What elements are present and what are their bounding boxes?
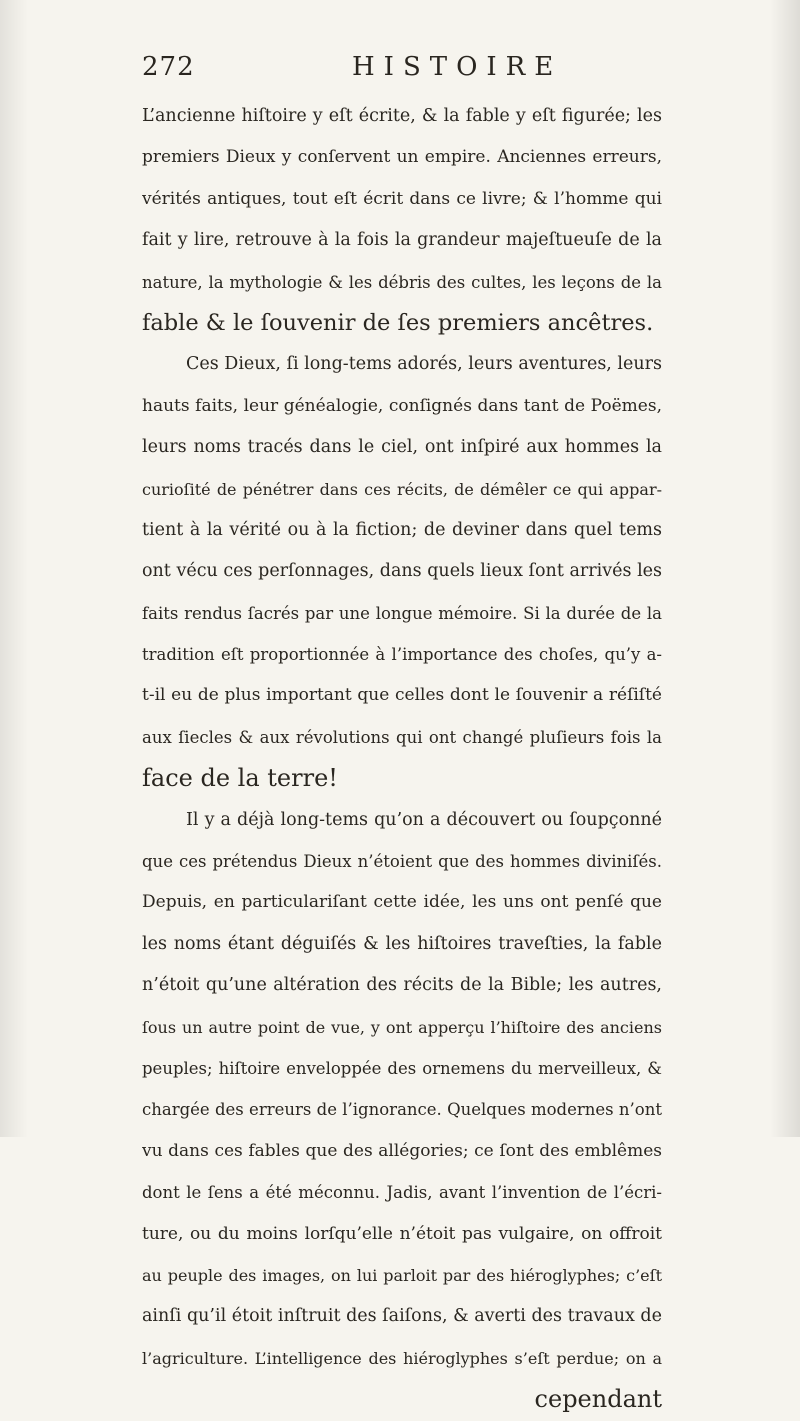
text-line: Depuis, en particulariſant cette idée, les uns ont penſé que	[142, 892, 662, 913]
text-line: tient à la vérité ou à la fiction; de deviner dans quel tems	[142, 519, 662, 540]
text-line: l’agriculture. L’intelligence des hiéroglyphes s’eſt perdue; on a	[142, 1348, 662, 1368]
text-line: curioſité de pénétrer dans ces récits, de démêler ce qui appar-	[142, 479, 662, 499]
text-line: ont vécu ces perſonnages, dans quels lieux ſont arrivés les	[142, 561, 662, 582]
text-line: dont le ſens a été méconnu. Jadis, avant l’invention de l’écri-	[142, 1183, 662, 1203]
text-line: au peuple des images, on lui parloit par des hiéroglyphes; c’eſt	[142, 1265, 662, 1285]
text-line: tradition eſt proportionnée à l’importance des choſes, qu’y a-	[142, 645, 662, 665]
text-line: fable & le ſouvenir de ſes premiers ancêtres.	[142, 309, 654, 336]
text-line: les noms étant déguiſés & les hiſtoires traveſties, la fable	[142, 933, 662, 954]
text-line: que ces prétendus Dieux n’étoient que des hommes diviniſés.	[142, 852, 662, 872]
text-line: fait y lire, retrouve à la fois la grandeur majeſtueuſe de la	[142, 230, 662, 251]
text-line: faits rendus ſacrés par une longue mémoire. Si la durée de la	[142, 603, 662, 623]
text-line: n’étoit qu’une altération des récits de la Bible; les autres,	[142, 975, 662, 996]
text-line: premiers Dieux y conſervent un empire. Anciennes erreurs,	[142, 147, 662, 168]
text-line: leurs noms tracés dans le ciel, ont inſpiré aux hommes la	[142, 437, 662, 458]
text-line: ainſi qu’il étoit inſtruit des ſaiſons, & averti des travaux de	[142, 1306, 662, 1327]
text-line: Ces Dieux, ſi long-tems adorés, leurs aventures, leurs	[186, 354, 662, 375]
text-line: ſous un autre point de vue, y ont apperçu l’hiſtoire des anciens	[142, 1017, 662, 1037]
text-line: chargée des erreurs de l’ignorance. Quelques modernes n’ont	[142, 1100, 662, 1120]
text-line: t-il eu de plus important que celles dont le ſouvenir a réſiſté	[142, 685, 662, 706]
text-line: nature, la mythologie & les débris des cultes, les leçons de la	[142, 272, 662, 292]
text-line: peuples; hiſtoire enveloppée des ornemens du merveilleux, &	[142, 1058, 662, 1078]
running-title: HISTOIRE	[352, 52, 563, 82]
text-line: hauts faits, leur généalogie, conſignés dans tant de Poëmes,	[142, 395, 662, 416]
text-line: vérités antiques, tout eſt écrit dans ce livre; & l’homme qui	[142, 188, 662, 209]
text-line: aux ſiecles & aux révolutions qui ont changé pluſieurs fois la	[142, 727, 662, 747]
text-line: face de la terre!	[142, 764, 338, 793]
text-line: vu dans ces fables que des allégories; ce ſont des emblêmes	[142, 1140, 662, 1161]
page-number: 272	[142, 52, 195, 82]
text-line: L’ancienne hiſtoire y eſt écrite, & la fable y eſt figurée; les	[142, 106, 662, 126]
page-header	[142, 52, 662, 92]
text-line: ture, ou du moins lorſqu’elle n’étoit pas vulgaire, on offroit	[142, 1223, 662, 1244]
text-line: Il y a déjà long-tems qu’on a découvert ou ſoupçonné	[186, 809, 662, 830]
body-text	[142, 96, 662, 1421]
catchword: cependant	[534, 1385, 662, 1414]
